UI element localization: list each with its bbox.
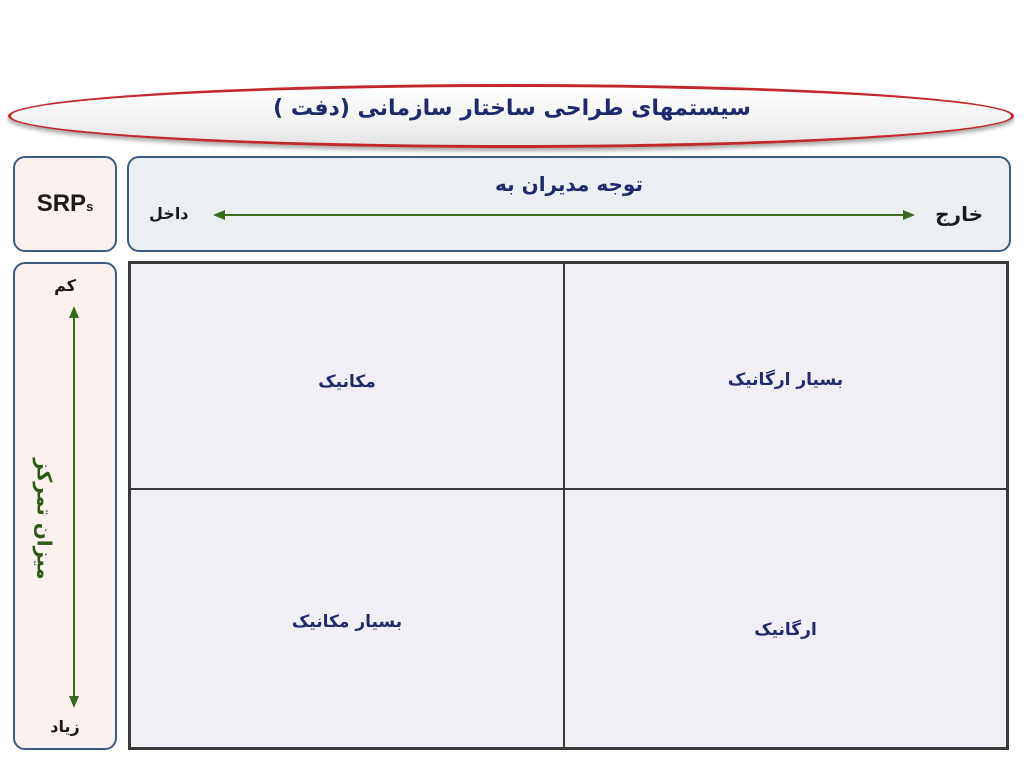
srp-box [13,156,117,252]
slide-title: سیستمهای طراحی ساختار سازمانی (دفت ) [273,96,751,121]
design-matrix [128,261,1009,750]
manager-attention-box [127,156,1011,252]
horizontal-double-arrow [213,208,915,222]
organic-label: ارگانیک [754,620,817,640]
high-label: زیاد [50,717,80,736]
very-organic-label: بسیار ارگانیک [727,370,844,390]
cell-bottom-right [564,489,1007,748]
srp-main: SRP [36,190,87,217]
low-label: کم [54,276,76,295]
srp-sub: s [86,199,94,214]
inside-label: داخل [149,204,189,223]
centralization-label: میزان تمرکز [33,458,57,580]
srp-label [37,190,94,218]
vertical-double-arrow [67,306,81,708]
outside-label: خارج [935,202,983,226]
manager-attention-title: توجه مدیران به [495,172,643,196]
cell-top-left [130,263,564,489]
centralization-label-wrap [25,444,65,594]
very-mechanistic-label: بسیار مکانیک [291,612,403,632]
cell-bottom-left [130,489,564,748]
cell-top-right [564,263,1007,489]
centralization-box [13,262,117,750]
mechanistic-label: مکانیک [318,372,376,392]
